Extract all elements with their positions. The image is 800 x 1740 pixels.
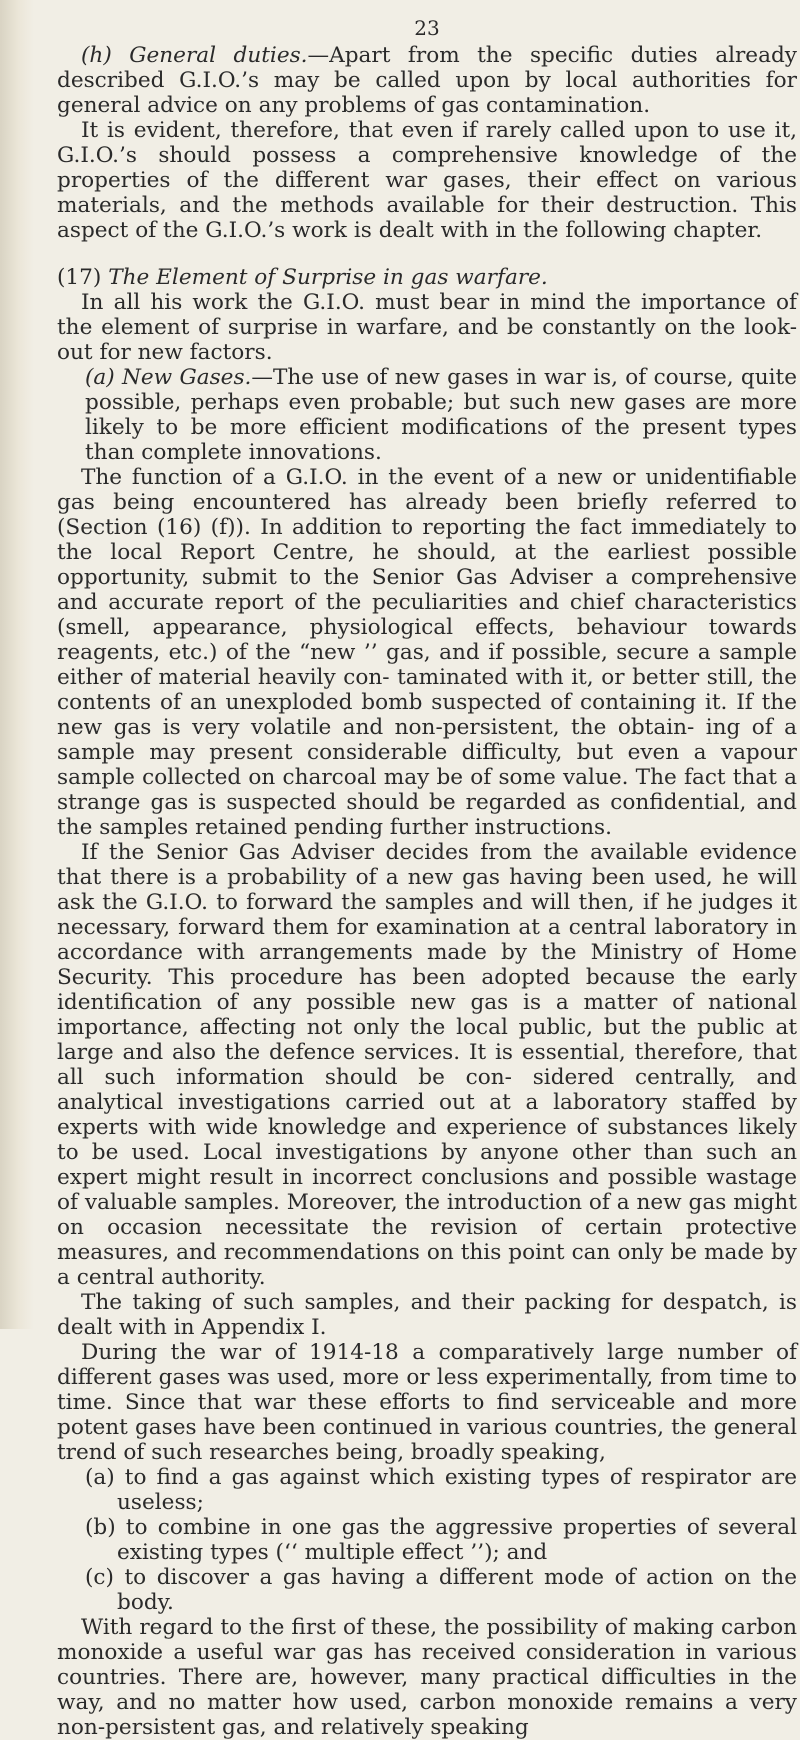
paragraph-senior-adviser: If the Senior Gas Adviser decides from the available evidence that there is a probability of a new gas having been used, he will ask the G.I.O. to forward the samples and will then, if he judges it necessary, forward them for examination at a central laboratory in accordance with arrangements made by the Ministry of Home Security. This procedure has been adopted because the early identification of any possible new gas is a matter of national importance, affecting not only the local public, but the public at large and also the defence services. It is essential, therefore, that all such information should be con- sidered centrally, and analytical investigations carried out at a laboratory staffed by experts with wide knowledge and experience of substances likely to be used. Local investigations by anyone other than such an expert might result in incorrect conclusions and possible wastage of valuable samples. Moreover, the introduction of a new gas might on occasion necessitate the revision of certain protective measures, and recommendations on this point can only be made by a central authority. (57, 840, 797, 1290)
section-17-number: (17) (57, 265, 102, 290)
paragraph-function: The function of a G.I.O. in the event of a new or unidentifiable gas being encountered has already been briefly referred to (Section (16) (f)). In addition to reporting the fact immediately to the local Report Centre, he should, at the earliest possible opportunity, submit to the Senior Gas Adviser a comprehensive and accurate report of the peculiarities and chief characteristics (smell, appearance, physiological effects, behaviour towards reagents, etc.) of the “new ’’ gas, and if possible, secure a sample either of material heavily con- taminated with it, or better still, the contents of an unexploded bomb suspected of containing it. If the new gas is very volatile and non-persistent, the obtain- ing of a sample may present considerable difficulty, but even a vapour sample collected on charcoal may be of some value. The fact that a strange gas is suspected should be regarded as confidential, and the samples retained pending further instructions. (57, 465, 797, 840)
section-h-label: (h) (81, 43, 112, 68)
subsection-a-text: —The use of new gases in war is, of course, quite possible, perhaps even probable; but such new gases are more likely to be more efficient modifications of the present types than complete innovations. (85, 365, 797, 465)
page-number: 23 (414, 16, 440, 40)
list-item: (b) to combine in one gas the aggressive properties of several existing types (‘‘ multiple effect ’’); and (85, 1515, 797, 1565)
paragraph-war-1914: During the war of 1914-18 a comparatively large number of different gases was used, more or less experimentally, from time to time. Since that war these efforts to find serviceable and more potent gases have been continued in various countries, the general trend of such researches being, broadly speaking, (57, 1340, 797, 1465)
section-h-paragraph (57, 43, 797, 118)
list-item: (c) to discover a gas having a different mode of action on the body. (85, 1565, 797, 1615)
paragraph-carbon-monoxide: With regard to the first of these, the possibility of making carbon monoxide a useful war gas has received consideration in various countries. There are, however, many practical difficulties in the way, and no matter how used, carbon monoxide remains a very non-persistent gas, and relatively speaking (57, 1615, 797, 1740)
paragraph-evident: It is evident, therefore, that even if rarely called upon to use it, G.I.O.’s should possess a comprehensive knowledge of the properties of the different war gases, their effect on various materials, and the methods available for their destruction. This aspect of the G.I.O.’s work is dealt with in the following chapter. (57, 118, 797, 243)
paragraph-taking-samples: The taking of such samples, and their packing for despatch, is dealt with in Appendix I. (57, 1290, 797, 1340)
paragraph-intro: In all his work the G.I.O. must bear in mind the importance of the element of surprise in warfare, and be constantly on the look-out for new factors. (57, 290, 797, 365)
subsection-a-paragraph (57, 365, 797, 465)
page-edge-shadow (0, 0, 34, 1329)
section-h-title: General duties. (129, 43, 308, 68)
section-17-heading (57, 265, 797, 290)
list-item: (a) to find a gas against which existing types of respirator are useless; (85, 1465, 797, 1515)
document-page (57, 16, 797, 1740)
subsection-a-label: (a) New Gases. (85, 365, 252, 390)
section-17-title: The Element of Surprise in gas warfare. (108, 265, 548, 290)
section-h-text: —Apart from the specific duties already described G.I.O.’s may be called upon by local authorities for general advice on any problems of gas contamination. (57, 43, 797, 118)
